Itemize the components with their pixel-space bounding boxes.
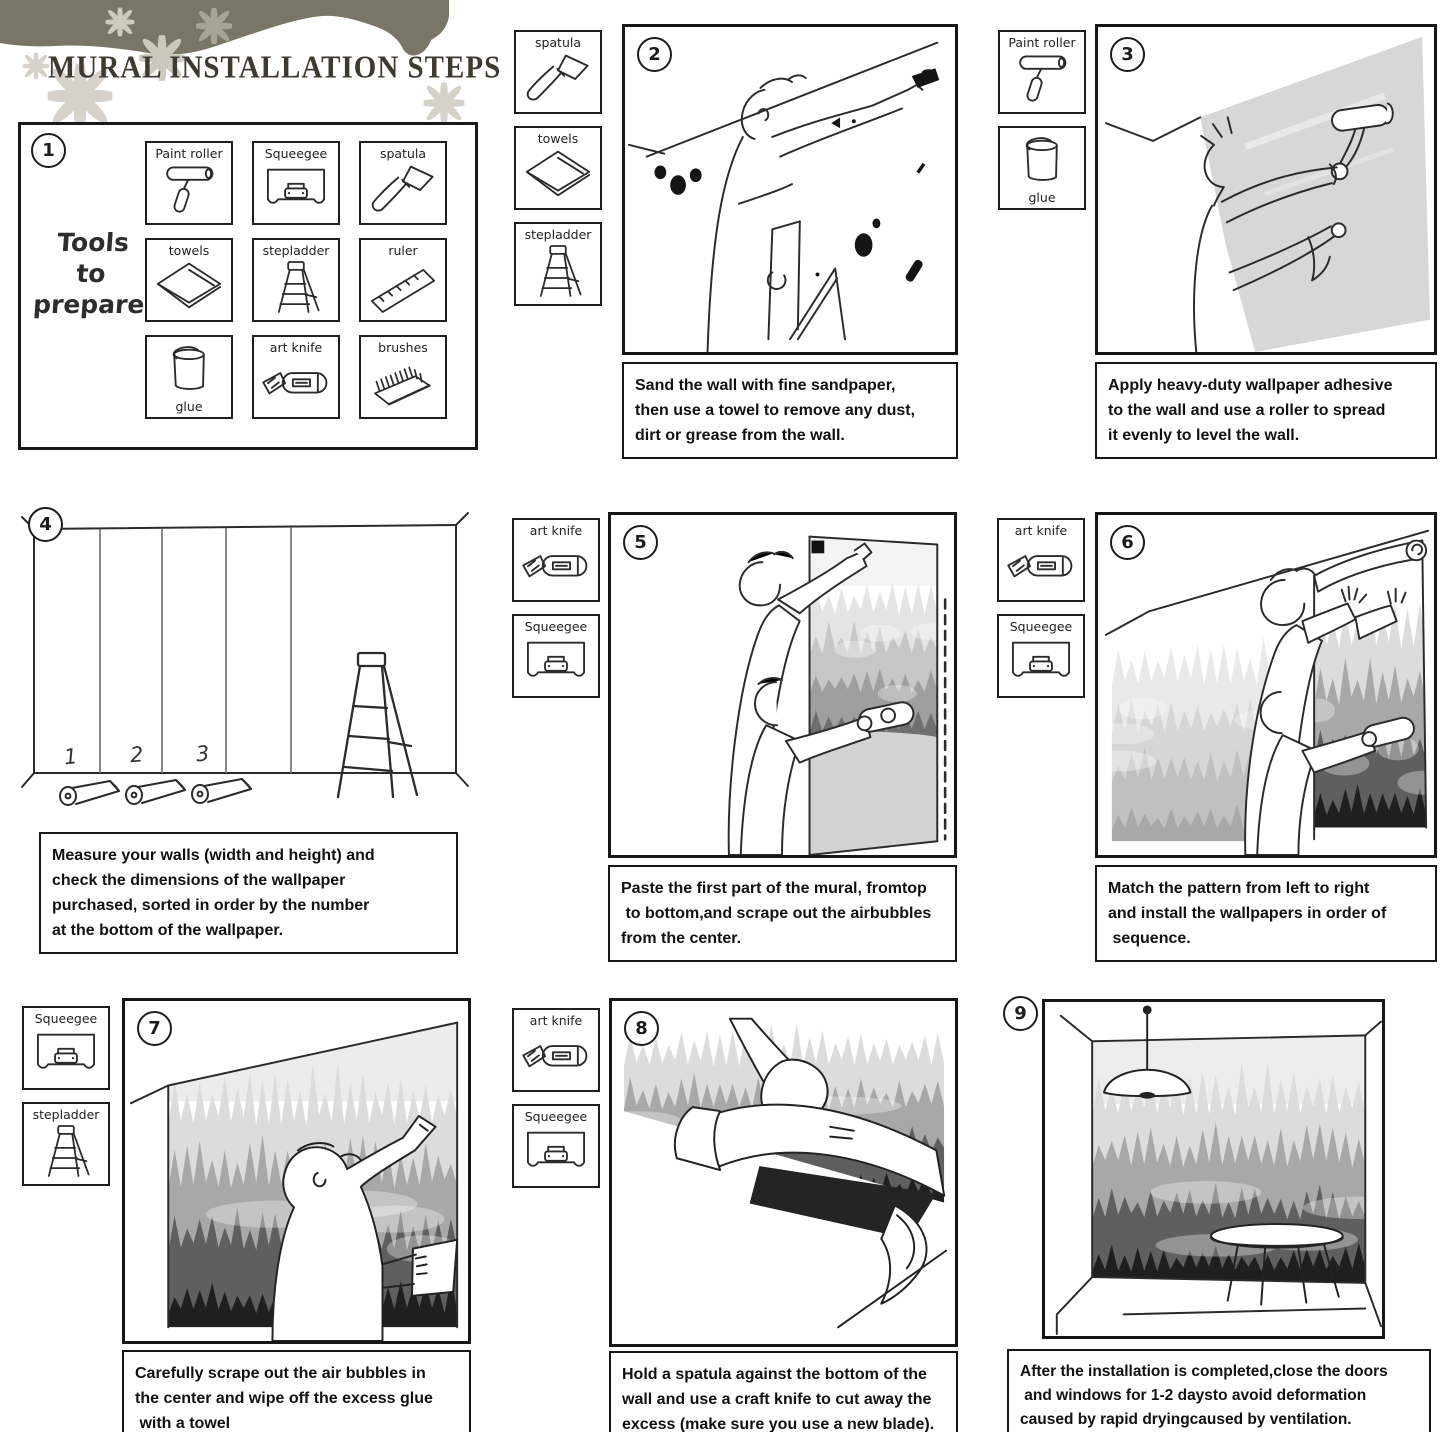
flower-icon <box>103 5 137 39</box>
tool-box-squeegee: Squeegee <box>252 141 340 225</box>
squeegee-icon <box>257 161 335 219</box>
step8-caption: Hold a spatula against the bottom of the wall and use a craft knife to cut away the excess (make sure you use a new blade). <box>609 1351 958 1432</box>
page-title: MURAL INSTALLATION STEPS <box>48 50 502 86</box>
tool-box-glue: glue <box>998 126 1086 210</box>
tool-box-squeegee: Squeegee <box>22 1006 110 1090</box>
flower-icon <box>193 5 235 47</box>
step6-caption: Match the pattern from left to right and install the wallpapers in order of sequence. <box>1095 865 1437 962</box>
tools-grid <box>145 141 447 422</box>
step3-caption: Apply heavy-duty wallpaper adhesive to the wall and use a roller to spread it evenly to level the wall. <box>1095 362 1437 459</box>
tool-box-squeegee: Squeegee <box>997 614 1085 698</box>
match-pattern-drawing <box>1098 515 1434 855</box>
step2-number: 2 <box>637 37 672 72</box>
step2-illustration <box>622 24 958 355</box>
step2-tools <box>514 30 602 306</box>
step8-number: 8 <box>624 1011 659 1046</box>
step9-caption: After the installation is completed,close the doors and windows for 1-2 daysto avoid deformation caused by rapid dryingcaused by ventilation. <box>1007 1349 1431 1432</box>
step8-tools <box>512 1008 600 1188</box>
stepladder-drawing <box>338 653 417 797</box>
tool-box-ruler: ruler <box>359 238 447 322</box>
art-knife-icon <box>1002 538 1080 596</box>
towels-icon <box>519 146 597 204</box>
step1-number: 1 <box>31 133 66 168</box>
tool-box-stepladder: stepladder <box>514 222 602 306</box>
step9-illustration <box>1042 999 1385 1339</box>
step7-caption: Carefully scrape out the air bubbles in the center and wipe off the excess glue with a towel <box>122 1350 471 1432</box>
step2-caption: Sand the wall with fine sandpaper, then use a towel to remove any dust, dirt or grease from the wall. <box>622 362 958 459</box>
step6-illustration <box>1095 512 1437 858</box>
tool-box-squeegee: Squeegee <box>512 614 600 698</box>
squeegee-icon <box>1002 634 1080 692</box>
step6-number: 6 <box>1110 525 1145 560</box>
tool-box-art-knife: art knife <box>252 335 340 419</box>
brushes-icon <box>364 355 442 413</box>
art-knife-icon <box>257 355 335 413</box>
paint-roller-icon <box>1003 50 1081 108</box>
tool-box-glue: glue <box>145 335 233 419</box>
tool-box-towels: towels <box>145 238 233 322</box>
step4-number: 4 <box>28 507 63 542</box>
tool-box-spatula: spatula <box>514 30 602 114</box>
step3-tools <box>998 30 1086 210</box>
trim-excess-drawing <box>612 1001 955 1344</box>
measure-wall-drawing <box>20 505 470 827</box>
step5-illustration <box>608 512 957 858</box>
step5-caption: Paste the first part of the mural, fromtop to bottom,and scrape out the airbubbles from the center. <box>608 865 957 962</box>
step5-number: 5 <box>623 525 658 560</box>
flower-icon <box>21 51 52 82</box>
wallpaper-rolls <box>60 779 251 805</box>
step6-tools <box>997 518 1085 698</box>
art-knife-icon <box>517 1028 595 1086</box>
tool-box-stepladder: stepladder <box>22 1102 110 1186</box>
tool-box-brushes: brushes <box>359 335 447 419</box>
step8-illustration <box>609 998 958 1347</box>
panel-number-1: 1 <box>62 744 79 770</box>
stepladder-icon <box>519 242 597 300</box>
tools-to-prepare-label: Tools to prepare <box>32 228 146 319</box>
stepladder-icon <box>27 1122 105 1180</box>
tool-box-stepladder: stepladder <box>252 238 340 322</box>
step3-number: 3 <box>1110 37 1145 72</box>
sanding-wall-drawing <box>625 27 955 352</box>
squeegee-icon <box>27 1026 105 1084</box>
glue-icon <box>150 341 228 399</box>
paint-roller-icon <box>150 161 228 219</box>
tool-box-art-knife: art knife <box>512 1008 600 1092</box>
stepladder-icon <box>257 258 335 316</box>
tool-box-towels: towels <box>514 126 602 210</box>
finished-room-drawing <box>1045 1002 1382 1336</box>
tool-box-art-knife: art knife <box>512 518 600 602</box>
tool-box-squeegee: Squeegee <box>512 1104 600 1188</box>
step5-tools <box>512 518 600 698</box>
glue-icon <box>1003 132 1081 190</box>
step9-number: 9 <box>1003 996 1038 1031</box>
scrape-bubbles-drawing <box>125 1001 468 1341</box>
step4-caption: Measure your walls (width and height) and check the dimensions of the wallpaper purchased, sorted in order by the number at the bottom of the wallpaper. <box>39 832 458 954</box>
step7-number: 7 <box>137 1011 172 1046</box>
step7-tools <box>22 1006 110 1186</box>
ruler-icon <box>364 258 442 316</box>
squeegee-icon <box>517 634 595 692</box>
flower-icon <box>420 79 468 127</box>
spatula-icon <box>519 50 597 108</box>
step7-illustration <box>122 998 471 1344</box>
towels-icon <box>150 258 228 316</box>
spatula-icon <box>364 161 442 219</box>
step1-panel <box>18 122 478 450</box>
tool-box-paint-roller: Paint roller <box>998 30 1086 114</box>
tool-box-paint-roller: Paint roller <box>145 141 233 225</box>
paste-first-panel-drawing <box>611 515 954 855</box>
art-knife-icon <box>517 538 595 596</box>
step4-illustration <box>20 505 470 827</box>
panel-number-3: 3 <box>194 741 211 767</box>
panel-number-2: 2 <box>129 742 145 768</box>
tool-box-art-knife: art knife <box>997 518 1085 602</box>
rolling-adhesive-drawing <box>1098 27 1434 352</box>
tool-box-spatula: spatula <box>359 141 447 225</box>
squeegee-icon <box>517 1124 595 1182</box>
step3-illustration <box>1095 24 1437 355</box>
